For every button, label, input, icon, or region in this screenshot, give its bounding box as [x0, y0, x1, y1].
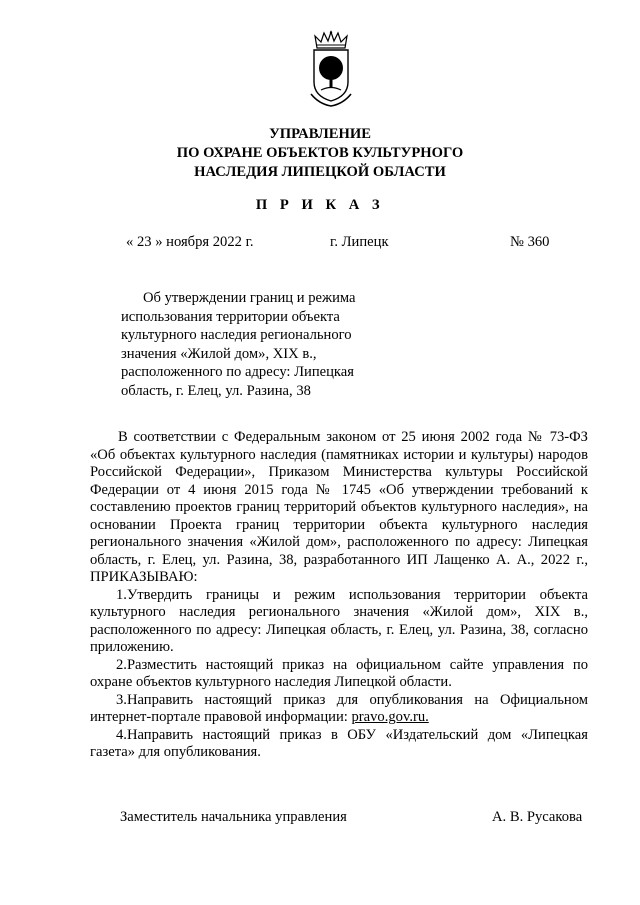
subject-line: значения «Жилой дом», XIX в.,	[121, 345, 317, 362]
organization-title	[120, 125, 520, 182]
document-number: № 360	[510, 234, 550, 250]
subject-line: культурного наследия регионального	[121, 327, 352, 344]
org-title-line: ПО ОХРАНЕ ОБЪЕКТОВ КУЛЬТУРНОГО	[176, 145, 464, 161]
document-body	[90, 429, 588, 762]
signatory-role: Заместитель начальника управления	[120, 809, 347, 825]
subject-line: использования территории объекта	[121, 308, 340, 325]
order-item-3	[90, 692, 588, 727]
subject-line: Об утверждении границ и режима	[143, 290, 356, 306]
subject-line: расположенного по адресу: Липецкая	[121, 364, 354, 381]
pravo-gov-link[interactable]: pravo.gov.ru.	[351, 709, 429, 725]
order-item-1: 1.Утвердить границы и режим использования территории объекта культурного наследия регионального значения «Жилой дом», XIX в., расположенного по адресу: Липецкая область, г. Елец, ул. Разина, 38, согласно приложению.	[90, 586, 588, 655]
preamble-paragraph: В соответствии с Федеральным законом от 25 июня 2002 года № 73-ФЗ «Об объектах культурного наследия (памятниках истории и культуры) народов Российской Федерации», Приказом Министерства культуры Российской Федерации от 4 июня 2015 года № 1745 «Об утверждении требований к составлению проектов границ территорий объектов культурного наследия», на основании Проекта границ территории объекта культурного наследия регионального значения «Жилой дом», расположенного по адресу: Липецкая область, г. Елец, ул. Разина, 38, разработанного ИП Лащенко А. А., 2022 г., ПРИКАЗЫВАЮ:	[90, 429, 588, 585]
order-item-4: 4.Направить настоящий приказ в ОБУ «Издательский дом «Липецкая газета» для опубликования.	[90, 726, 588, 760]
order-item-2: 2.Разместить настоящий приказ на официальном сайте управления по охране объектов культурного наследия Липецкой области.	[90, 656, 588, 690]
document-date: « 23 » ноября 2022 г.	[126, 234, 254, 250]
signatory-name: А. В. Русакова	[492, 809, 583, 825]
document-type: П Р И К А З	[255, 197, 385, 213]
org-title-line: УПРАВЛЕНИЕ	[269, 126, 371, 142]
org-title-line: НАСЛЕДИЯ ЛИПЕЦКОЙ ОБЛАСТИ	[194, 164, 446, 180]
subject-line: область, г. Елец, ул. Разина, 38	[121, 382, 311, 399]
document-subject	[121, 289, 376, 401]
document-city: г. Липецк	[330, 234, 389, 250]
lipetsk-coat-of-arms-icon	[309, 30, 353, 108]
order-item-3-text: 3.Направить настоящий приказ для опубликования на Официальном интернет-портале правовой информации:	[90, 691, 588, 725]
